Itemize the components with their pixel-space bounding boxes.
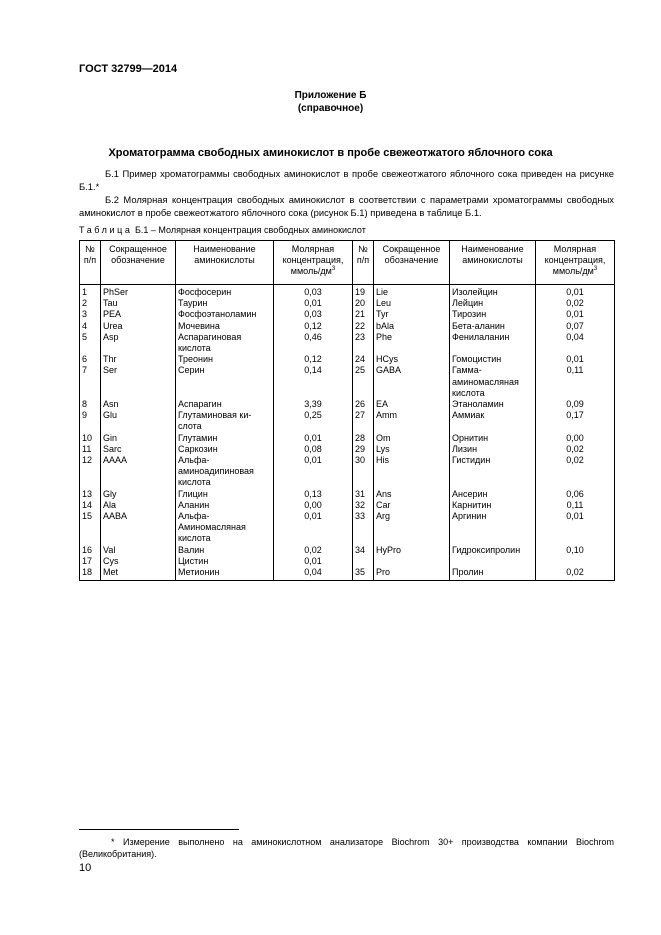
- cell-abbr-left: Asp: [101, 332, 176, 343]
- header-num-right: № п/п: [353, 241, 374, 285]
- cell-conc-left: 0,01: [274, 433, 353, 444]
- cell-num-right: 31: [353, 489, 374, 500]
- table-row: [80, 533, 615, 544]
- cell-num-right: 21: [353, 309, 374, 320]
- cell-name-left: Метионин: [176, 567, 274, 581]
- cell-conc-right: [536, 556, 615, 567]
- cell-num-right: [353, 556, 374, 567]
- cell-abbr-left: PEA: [101, 309, 176, 320]
- cell-name-left: Глутаминовая ки-: [176, 410, 274, 421]
- cell-name-left: кислота: [176, 477, 274, 488]
- header-conc-right-text: Молярная концентрация, ммоль/дм: [544, 244, 606, 277]
- cell-num-left: [80, 377, 101, 388]
- cell-name-left: Фосфосерин: [176, 285, 274, 299]
- cell-num-left: 18: [80, 567, 101, 581]
- cell-conc-left: [274, 377, 353, 388]
- cell-conc-left: [274, 466, 353, 477]
- cell-conc-left: 3,39: [274, 399, 353, 410]
- header-num-left: № п/п: [80, 241, 101, 285]
- cell-conc-right: 0,11: [536, 365, 615, 376]
- cell-name-left: кислота: [176, 343, 274, 354]
- cell-name-left: Цистин: [176, 556, 274, 567]
- cell-num-right: 34: [353, 545, 374, 556]
- cell-abbr-left: [101, 388, 176, 399]
- cell-name-left: [176, 388, 274, 399]
- cell-num-right: [353, 477, 374, 488]
- cell-conc-right: 0,01: [536, 511, 615, 522]
- cell-abbr-left: [101, 466, 176, 477]
- cell-name-left: Таурин: [176, 298, 274, 309]
- cell-num-left: 9: [80, 410, 101, 421]
- cell-conc-left: [274, 477, 353, 488]
- cell-name-left: [176, 377, 274, 388]
- table-row: [80, 354, 615, 365]
- table-row: [80, 556, 615, 567]
- cell-num-left: 17: [80, 556, 101, 567]
- cell-abbr-left: [101, 343, 176, 354]
- header-conc-left: [274, 241, 353, 285]
- amino-acid-table: [79, 240, 615, 581]
- table-row: [80, 298, 615, 309]
- cell-conc-left: 0,01: [274, 511, 353, 522]
- cell-abbr-right: Car: [374, 500, 450, 511]
- cell-name-left: Серин: [176, 365, 274, 376]
- cell-abbr-right: HCys: [374, 354, 450, 365]
- table-row: [80, 321, 615, 332]
- cell-abbr-right: EA: [374, 399, 450, 410]
- cell-name-right: [450, 477, 536, 488]
- cell-conc-right: 0,09: [536, 399, 615, 410]
- cell-name-right: Лейцин: [450, 298, 536, 309]
- cell-conc-left: 0,01: [274, 298, 353, 309]
- cell-abbr-right: His: [374, 455, 450, 466]
- cell-name-right: [450, 343, 536, 354]
- cell-name-right: Фенилаланин: [450, 332, 536, 343]
- cell-name-left: Глицин: [176, 489, 274, 500]
- cell-num-left: 4: [80, 321, 101, 332]
- cell-conc-left: 0,12: [274, 321, 353, 332]
- header-name-right: Наименование аминокислоты: [450, 241, 536, 285]
- cell-conc-left: 0,13: [274, 489, 353, 500]
- cell-abbr-right: Ans: [374, 489, 450, 500]
- footnote: * Измерение выполнено на аминокислотном анализаторе Biochrom 30+ производства компании Biochrom (Великобритания).: [79, 837, 614, 859]
- cell-name-right: Бета-аланин: [450, 321, 536, 332]
- cell-conc-right: 0,01: [536, 354, 615, 365]
- table-row: [80, 500, 615, 511]
- cell-abbr-right: [374, 477, 450, 488]
- cell-abbr-right: [374, 556, 450, 567]
- cell-abbr-right: [374, 377, 450, 388]
- cell-name-right: [450, 533, 536, 544]
- footnote-rule: [79, 829, 239, 830]
- cell-conc-right: 0,01: [536, 285, 615, 299]
- table-row: [80, 399, 615, 410]
- cell-abbr-left: AABA: [101, 511, 176, 522]
- cell-num-right: 30: [353, 455, 374, 466]
- cell-name-left: Глутамин: [176, 433, 274, 444]
- cell-name-right: Этаноламин: [450, 399, 536, 410]
- header-conc-right: [536, 241, 615, 285]
- table-row: [80, 332, 615, 343]
- cell-conc-left: 0,04: [274, 567, 353, 581]
- table-row: [80, 522, 615, 533]
- cell-abbr-right: Pro: [374, 567, 450, 581]
- cell-name-right: Пролин: [450, 567, 536, 581]
- cell-num-left: 16: [80, 545, 101, 556]
- cell-num-right: [353, 466, 374, 477]
- cell-conc-right: 0,17: [536, 410, 615, 421]
- cell-abbr-left: Gin: [101, 433, 176, 444]
- cell-name-right: Изолейцин: [450, 285, 536, 299]
- cell-name-right: [450, 421, 536, 432]
- cell-name-left: Саркозин: [176, 444, 274, 455]
- cell-conc-right: [536, 421, 615, 432]
- cell-name-right: аминомасляная: [450, 377, 536, 388]
- cell-abbr-right: Lys: [374, 444, 450, 455]
- cell-conc-right: 0,02: [536, 298, 615, 309]
- cell-name-left: Фосфоэтаноламин: [176, 309, 274, 320]
- cell-abbr-left: Glu: [101, 410, 176, 421]
- cell-name-left: Треонин: [176, 354, 274, 365]
- cell-conc-left: 0,03: [274, 285, 353, 299]
- cell-num-right: 24: [353, 354, 374, 365]
- cell-abbr-left: [101, 533, 176, 544]
- cell-num-right: [353, 343, 374, 354]
- cell-num-right: 20: [353, 298, 374, 309]
- appendix-title: Приложение Б: [294, 90, 367, 101]
- cell-conc-right: 0,02: [536, 567, 615, 581]
- table-header-row: [80, 241, 615, 285]
- cell-conc-left: [274, 533, 353, 544]
- cell-abbr-left: [101, 477, 176, 488]
- appendix-block: [0, 89, 661, 115]
- cell-conc-right: [536, 522, 615, 533]
- table-row: [80, 545, 615, 556]
- table-row: [80, 388, 615, 399]
- cell-num-right: 27: [353, 410, 374, 421]
- cell-num-left: 10: [80, 433, 101, 444]
- cell-abbr-right: Phe: [374, 332, 450, 343]
- cell-num-right: 29: [353, 444, 374, 455]
- cell-name-right: [450, 556, 536, 567]
- cell-name-left: кислота: [176, 533, 274, 544]
- cell-conc-right: 0,01: [536, 309, 615, 320]
- cell-conc-right: [536, 377, 615, 388]
- cell-name-left: Аспарагин: [176, 399, 274, 410]
- cell-abbr-left: Cys: [101, 556, 176, 567]
- cell-num-left: 1: [80, 285, 101, 299]
- cell-conc-left: 0,01: [274, 455, 353, 466]
- cell-num-right: 25: [353, 365, 374, 376]
- cell-name-right: Гамма-: [450, 365, 536, 376]
- cell-num-left: [80, 477, 101, 488]
- cell-conc-right: [536, 343, 615, 354]
- cell-abbr-right: [374, 343, 450, 354]
- table-row: [80, 433, 615, 444]
- cell-num-right: 26: [353, 399, 374, 410]
- cell-name-right: [450, 522, 536, 533]
- table-row: [80, 477, 615, 488]
- cell-name-right: Гомоцистин: [450, 354, 536, 365]
- cell-name-right: Карнитин: [450, 500, 536, 511]
- cell-abbr-right: [374, 421, 450, 432]
- cell-abbr-right: [374, 388, 450, 399]
- cell-name-right: Орнитин: [450, 433, 536, 444]
- cell-num-right: [353, 421, 374, 432]
- cell-name-left: слота: [176, 421, 274, 432]
- cell-num-right: 33: [353, 511, 374, 522]
- cell-conc-left: [274, 421, 353, 432]
- cell-conc-left: 0,14: [274, 365, 353, 376]
- table-row: [80, 410, 615, 421]
- cell-abbr-right: [374, 522, 450, 533]
- cell-name-left: Валин: [176, 545, 274, 556]
- header-conc-left-sup: 3: [331, 266, 336, 273]
- table-row: [80, 421, 615, 432]
- cell-conc-right: 0,00: [536, 433, 615, 444]
- cell-name-right: Аргинин: [450, 511, 536, 522]
- cell-num-left: [80, 522, 101, 533]
- cell-conc-left: 0,00: [274, 500, 353, 511]
- cell-name-left: Альфа-: [176, 511, 274, 522]
- cell-conc-right: 0,02: [536, 444, 615, 455]
- cell-conc-left: [274, 343, 353, 354]
- cell-abbr-right: [374, 533, 450, 544]
- cell-num-right: [353, 522, 374, 533]
- cell-abbr-left: Urea: [101, 321, 176, 332]
- cell-conc-left: [274, 522, 353, 533]
- cell-num-left: [80, 533, 101, 544]
- cell-abbr-right: Tyr: [374, 309, 450, 320]
- cell-conc-left: 0,03: [274, 309, 353, 320]
- table-caption-word: Таблица: [79, 225, 133, 235]
- cell-name-left: Мочевина: [176, 321, 274, 332]
- table-row: [80, 511, 615, 522]
- cell-abbr-right: Om: [374, 433, 450, 444]
- cell-conc-right: 0,02: [536, 455, 615, 466]
- cell-conc-left: 0,25: [274, 410, 353, 421]
- cell-abbr-left: Sarc: [101, 444, 176, 455]
- cell-name-right: Аммиак: [450, 410, 536, 421]
- table-body: [80, 285, 615, 581]
- cell-name-right: Гистидин: [450, 455, 536, 466]
- cell-num-right: [353, 388, 374, 399]
- cell-name-left: аминоадипиновая: [176, 466, 274, 477]
- table-row: [80, 285, 615, 299]
- cell-conc-left: 0,02: [274, 545, 353, 556]
- cell-conc-left: 0,12: [274, 354, 353, 365]
- cell-name-right: Гидроксипролин: [450, 545, 536, 556]
- cell-num-right: [353, 533, 374, 544]
- cell-num-left: 13: [80, 489, 101, 500]
- cell-conc-right: [536, 466, 615, 477]
- paragraph-b2: Б.2 Молярная концентрация свободных аминокислот в соответствии с параметрами хроматограммы свободных аминокислот в пробе свежеотжатого яблочного сока (рисунок Б.1) приведена в таблице Б.1.: [79, 194, 614, 218]
- cell-num-right: [353, 377, 374, 388]
- cell-abbr-right: Leu: [374, 298, 450, 309]
- table-row: [80, 567, 615, 581]
- cell-num-left: 11: [80, 444, 101, 455]
- cell-conc-left: 0,01: [274, 556, 353, 567]
- cell-conc-left: 0,08: [274, 444, 353, 455]
- cell-num-left: 6: [80, 354, 101, 365]
- cell-conc-left: [274, 388, 353, 399]
- cell-name-right: Тирозин: [450, 309, 536, 320]
- cell-abbr-left: Thr: [101, 354, 176, 365]
- cell-num-left: 5: [80, 332, 101, 343]
- header-conc-right-sup: 3: [593, 266, 598, 273]
- cell-name-right: Лизин: [450, 444, 536, 455]
- cell-abbr-right: Amm: [374, 410, 450, 421]
- cell-abbr-left: [101, 421, 176, 432]
- cell-num-left: [80, 388, 101, 399]
- cell-num-left: 14: [80, 500, 101, 511]
- cell-abbr-left: [101, 522, 176, 533]
- cell-num-left: 3: [80, 309, 101, 320]
- cell-abbr-right: [374, 466, 450, 477]
- document-code: ГОСТ 32799—2014: [79, 63, 178, 75]
- cell-name-left: Аминомасляная: [176, 522, 274, 533]
- cell-num-right: 22: [353, 321, 374, 332]
- cell-num-left: 2: [80, 298, 101, 309]
- table-row: [80, 466, 615, 477]
- cell-abbr-left: AAAA: [101, 455, 176, 466]
- cell-conc-left: 0,46: [274, 332, 353, 343]
- cell-abbr-left: Met: [101, 567, 176, 581]
- cell-num-right: 32: [353, 500, 374, 511]
- cell-conc-right: 0,10: [536, 545, 615, 556]
- cell-conc-right: [536, 388, 615, 399]
- cell-conc-right: 0,04: [536, 332, 615, 343]
- table-caption-text: Б.1 – Молярная концентрация свободных аминокислот: [132, 225, 366, 235]
- cell-num-right: 19: [353, 285, 374, 299]
- section-heading: Хроматограмма свободных аминокислот в пробе свежеотжатого яблочного сока: [108, 147, 553, 159]
- cell-name-right: Ансерин: [450, 489, 536, 500]
- header-abbr-right: Сокращенное обозначение: [374, 241, 450, 285]
- cell-name-right: [450, 466, 536, 477]
- header-conc-left-text: Молярная концентрация, ммоль/дм: [282, 244, 344, 277]
- page-number: 10: [79, 862, 92, 874]
- cell-num-right: 35: [353, 567, 374, 581]
- cell-abbr-left: [101, 377, 176, 388]
- table-row: [80, 343, 615, 354]
- cell-num-left: 15: [80, 511, 101, 522]
- cell-num-right: 28: [353, 433, 374, 444]
- cell-abbr-left: Gly: [101, 489, 176, 500]
- cell-abbr-right: GABA: [374, 365, 450, 376]
- cell-conc-right: 0,06: [536, 489, 615, 500]
- cell-abbr-left: Asn: [101, 399, 176, 410]
- cell-abbr-left: Ser: [101, 365, 176, 376]
- cell-num-left: 7: [80, 365, 101, 376]
- cell-conc-right: [536, 533, 615, 544]
- cell-num-right: 23: [353, 332, 374, 343]
- cell-abbr-right: Lie: [374, 285, 450, 299]
- table-row: [80, 377, 615, 388]
- cell-conc-right: 0,07: [536, 321, 615, 332]
- cell-conc-right: [536, 477, 615, 488]
- cell-num-left: 12: [80, 455, 101, 466]
- cell-abbr-right: Arg: [374, 511, 450, 522]
- table-caption: [79, 225, 366, 235]
- table-row: [80, 444, 615, 455]
- cell-conc-right: 0,11: [536, 500, 615, 511]
- cell-name-left: Аланин: [176, 500, 274, 511]
- cell-abbr-left: Tau: [101, 298, 176, 309]
- cell-num-left: [80, 343, 101, 354]
- cell-abbr-left: Ala: [101, 500, 176, 511]
- table-row: [80, 489, 615, 500]
- table-row: [80, 455, 615, 466]
- cell-num-left: 8: [80, 399, 101, 410]
- header-name-left: Наименование аминокислоты: [176, 241, 274, 285]
- cell-abbr-left: PhSer: [101, 285, 176, 299]
- table-row: [80, 365, 615, 376]
- cell-abbr-left: Val: [101, 545, 176, 556]
- paragraph-b1: Б.1 Пример хроматограммы свободных аминокислот в пробе свежеотжатого яблочного сока приведен на рисунке Б.1.*: [79, 168, 614, 192]
- header-abbr-left: Сокращенное обозначение: [101, 241, 176, 285]
- cell-num-left: [80, 421, 101, 432]
- cell-name-right: кислота: [450, 388, 536, 399]
- appendix-note: (справочное): [297, 103, 364, 114]
- table-row: [80, 309, 615, 320]
- cell-name-left: Аспарагиновая: [176, 332, 274, 343]
- cell-abbr-right: HyPro: [374, 545, 450, 556]
- cell-num-left: [80, 466, 101, 477]
- cell-name-left: Альфа-: [176, 455, 274, 466]
- cell-abbr-right: bAla: [374, 321, 450, 332]
